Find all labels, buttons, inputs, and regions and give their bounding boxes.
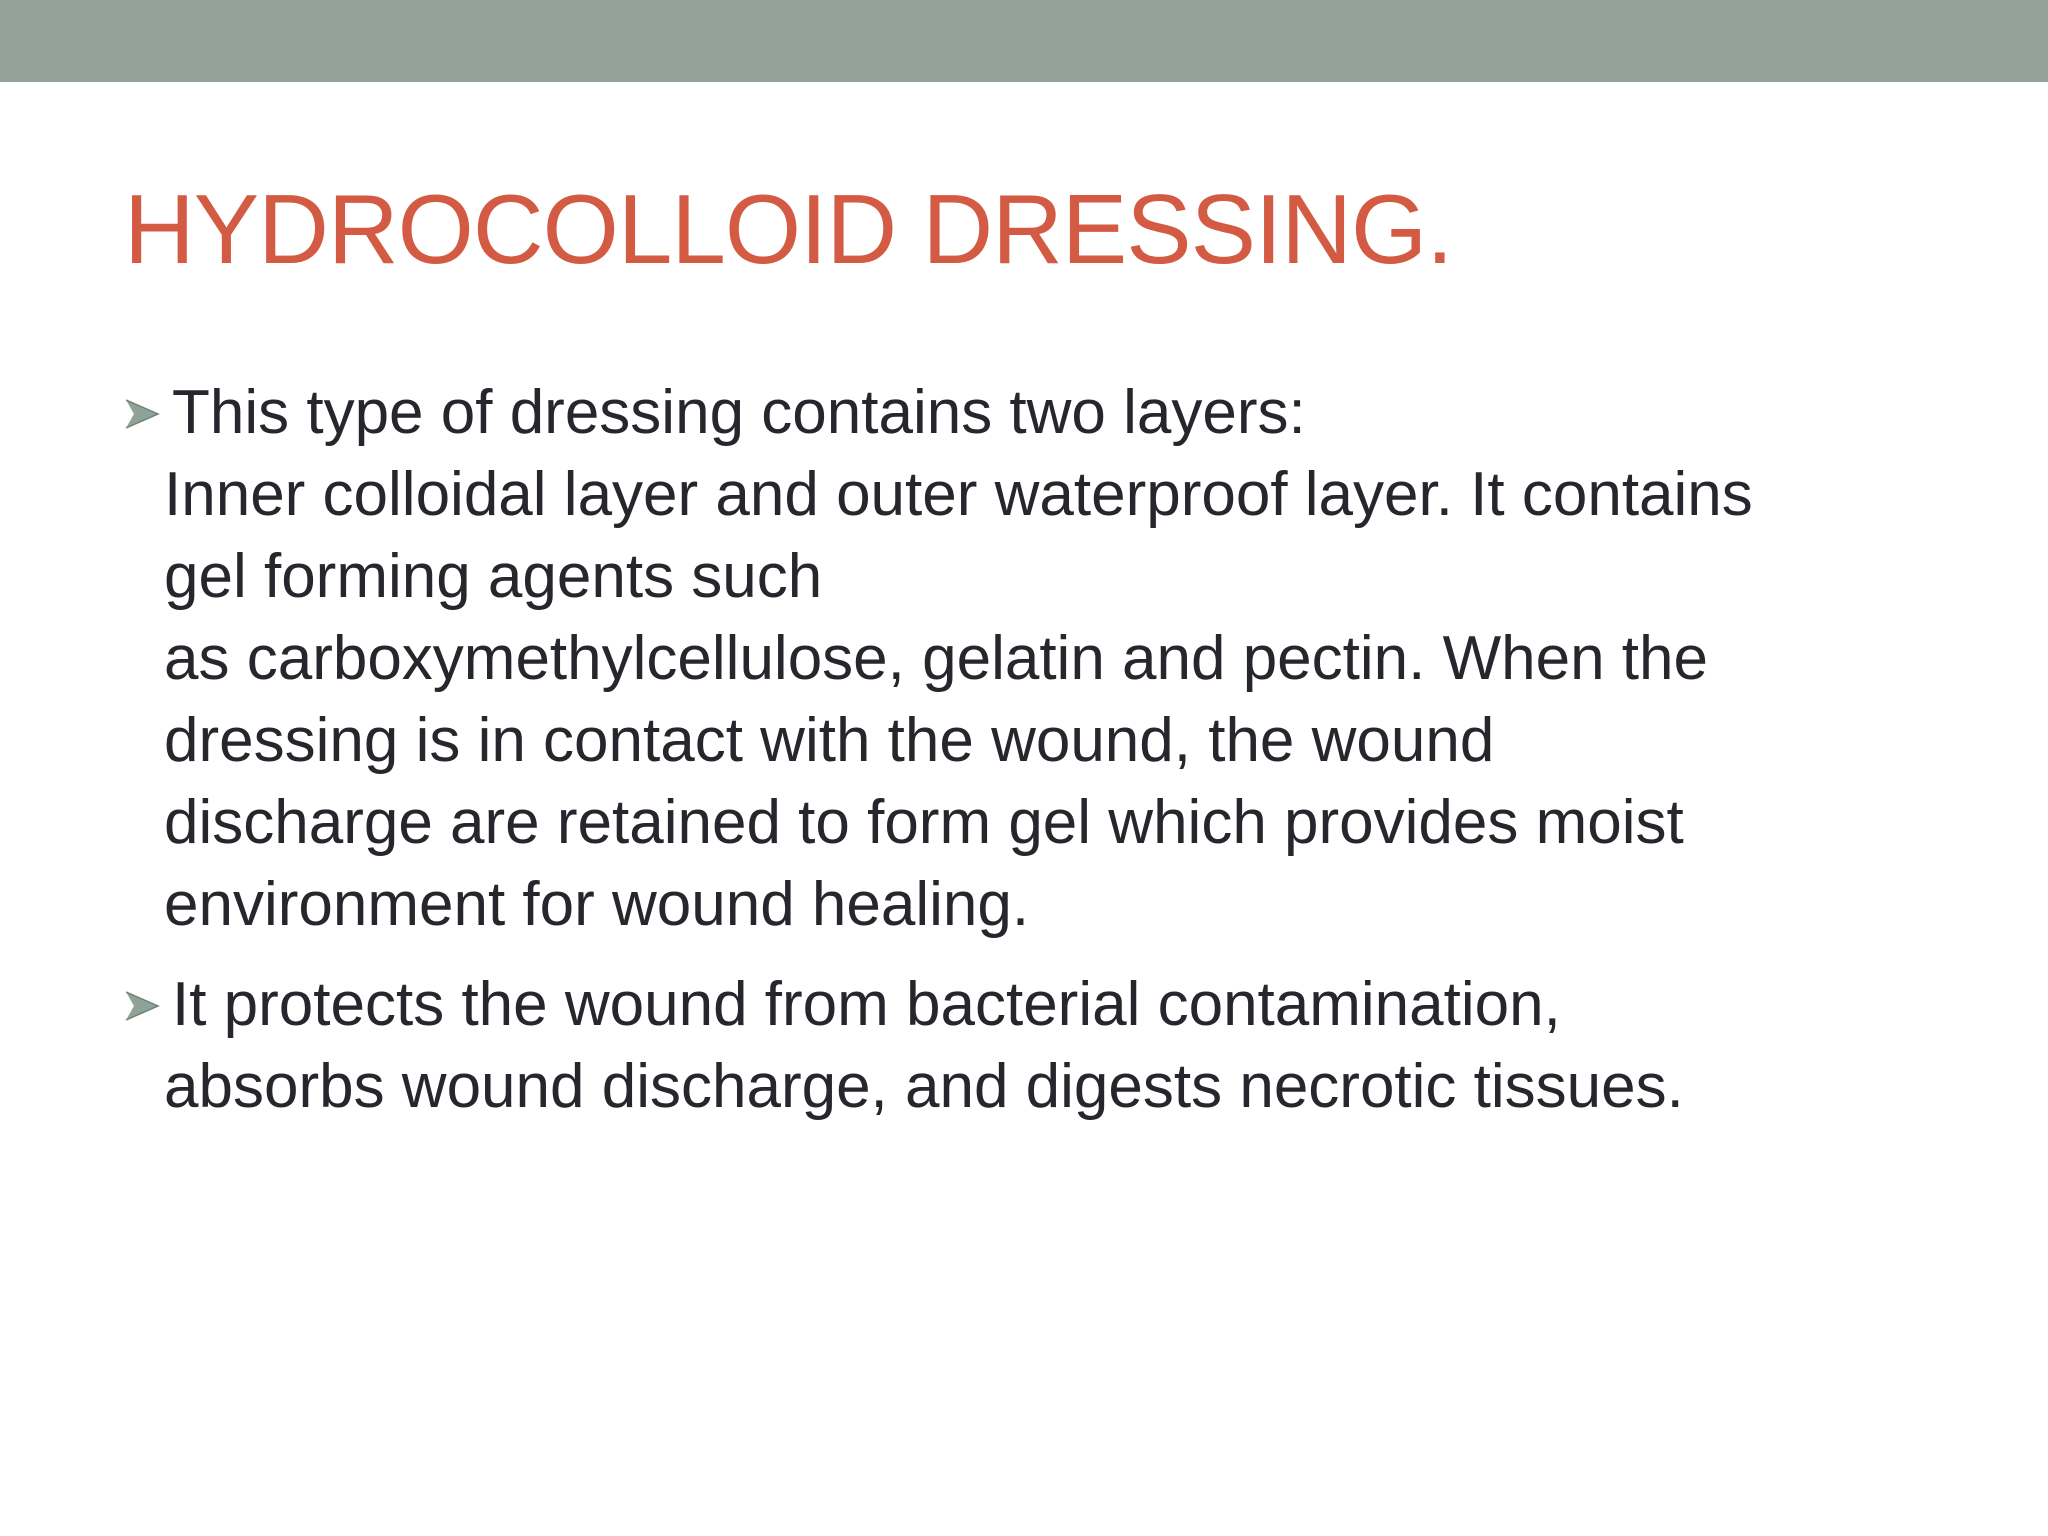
bullet-item	[124, 964, 2004, 1128]
bullet-text-line: Inner colloidal layer and outer waterproof layer. It contains	[164, 460, 1753, 529]
arrowhead-bullet-icon	[124, 988, 160, 1024]
bullet-text-line: It protects the wound from bacterial contamination,	[172, 970, 1561, 1039]
bullet-list	[124, 372, 2004, 1146]
bullet-text-line: gel forming agents such	[164, 542, 823, 611]
bullet-text-line: as carboxymethylcellulose, gelatin and pectin. When the	[164, 624, 1708, 693]
top-color-band	[0, 0, 2048, 82]
bullet-text-line: discharge are retained to form gel which provides moist	[164, 788, 1684, 857]
bullet-text-line: environment for wound healing.	[164, 870, 1030, 939]
bullet-text-line: absorbs wound discharge, and digests necrotic tissues.	[164, 1052, 1684, 1121]
bullet-text-line: dressing is in contact with the wound, the wound	[164, 706, 1495, 775]
bullet-text-line: This type of dressing contains two layers:	[172, 378, 1306, 447]
arrowhead-bullet-icon	[124, 396, 160, 432]
slide-title: HYDROCOLLOID DRESSING.	[124, 174, 1453, 284]
bullet-item	[124, 372, 2004, 946]
